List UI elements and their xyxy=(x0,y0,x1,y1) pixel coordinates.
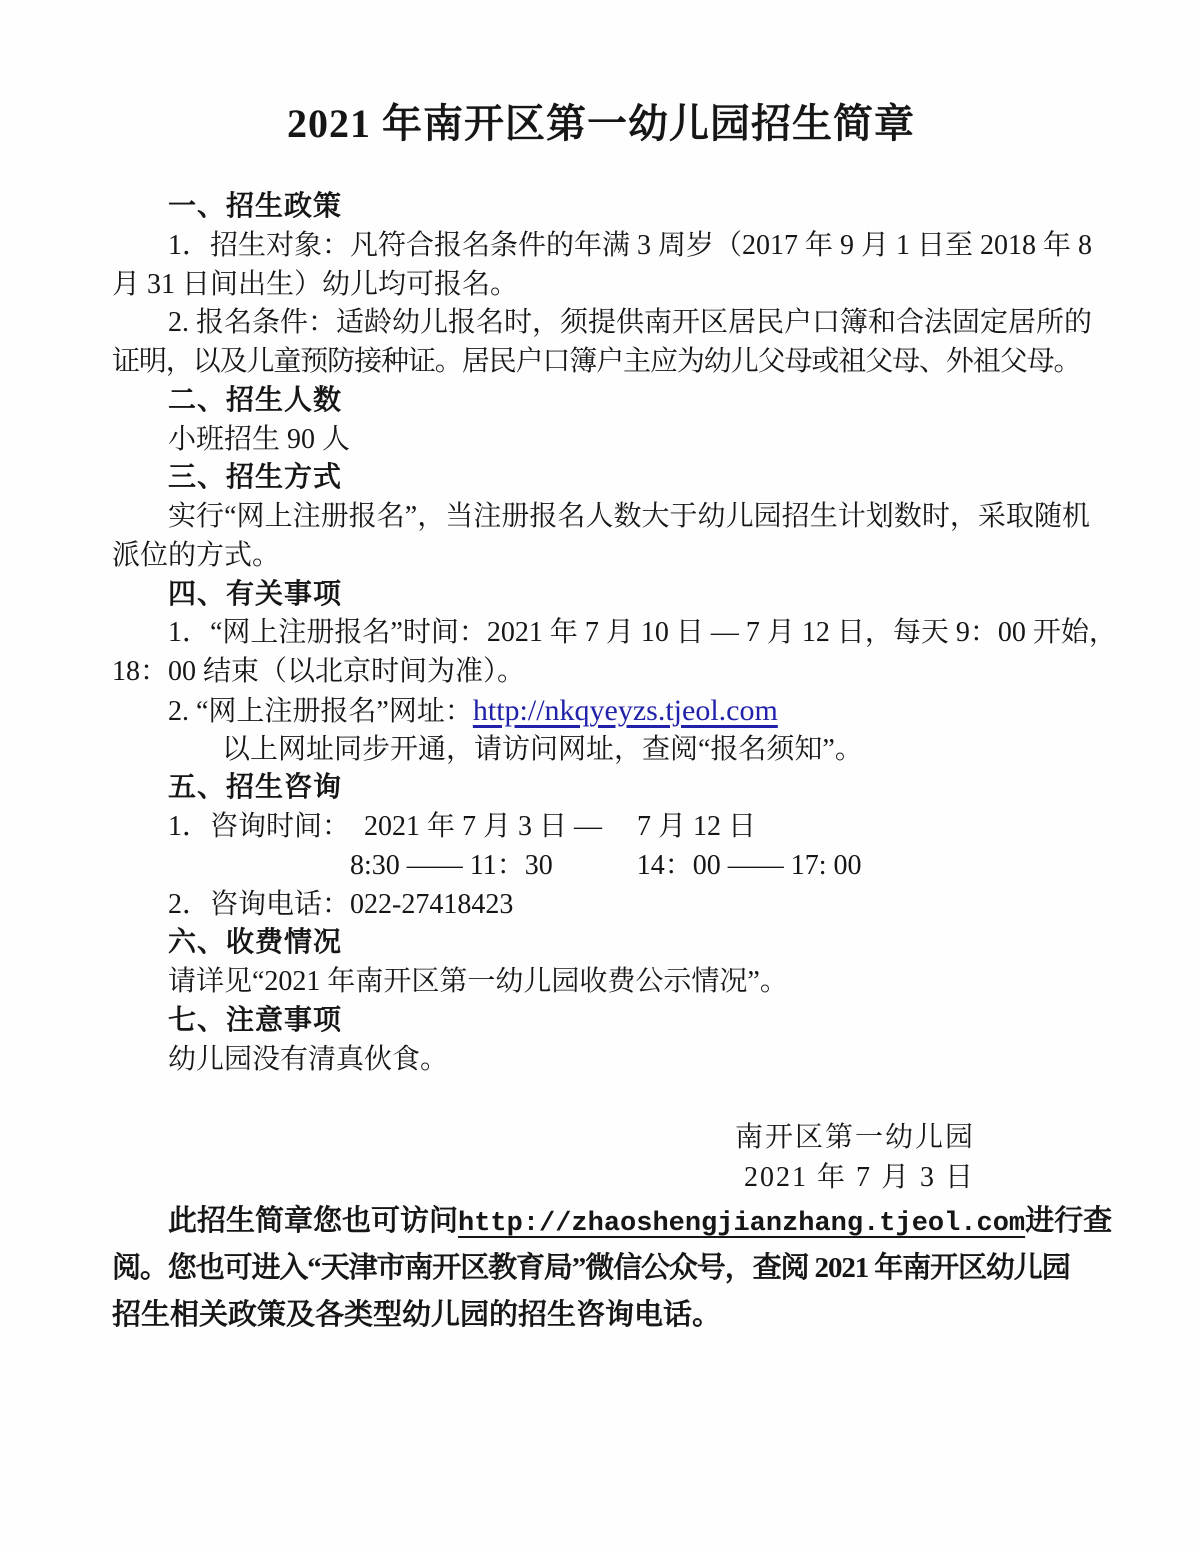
footer-text: 进行查 xyxy=(1025,1205,1113,1237)
text-line: 幼儿园没有清真伙食。 xyxy=(168,1043,449,1075)
signature-org: 南开区第一幼儿园 xyxy=(734,1122,975,1153)
consult-phone-line: 2．咨询电话：022-27418423 xyxy=(168,888,514,920)
consult-hours-line: 8:30 —— 11：30 14：00 —— 17: 00 xyxy=(350,849,862,881)
document-title: 2021 年南开区第一幼儿园招生简章 xyxy=(287,101,915,146)
section-7-heading: 七、注意事项 xyxy=(168,1004,343,1036)
section-3-heading: 三、招生方式 xyxy=(168,462,343,494)
consult-time-line: 1．咨询时间： 2021 年 7 月 3 日 — 7 月 12 日 xyxy=(168,811,757,842)
registration-url-link[interactable]: http://nkqyeyzs.tjeol.com xyxy=(472,693,778,727)
footer-text: 此招生简章您也可访问 xyxy=(168,1205,459,1237)
announcement-url-link[interactable]: http://zhaoshengjianzhang.tjeol.com xyxy=(458,1209,1026,1239)
section-2-heading: 二、招生人数 xyxy=(168,384,343,416)
section-4-heading: 四、有关事项 xyxy=(168,578,343,610)
registration-url-label: 2. “网上注册报名”网址： xyxy=(168,695,473,727)
section-5-heading: 五、招生咨询 xyxy=(168,772,343,804)
text-line: 派位的方式。 xyxy=(112,539,281,571)
text-line: 1．“网上注册报名”时间：2021 年 7 月 10 日 — 7 月 12 日，每天 9：00 开始， xyxy=(168,617,1117,649)
text-line: 1．招生对象：凡符合报名条件的年满 3 周岁（2017 年 9 月 1 日至 2018 年 8 xyxy=(168,229,1093,261)
footer-line: 招生相关政策及各类型幼儿园的招生咨询电话。 xyxy=(112,1299,722,1331)
text-line: 以上网址同步开通，请访问网址，查阅“报名须知”。 xyxy=(222,733,863,765)
text-line: 18：00 结束（以北京时间为准）。 xyxy=(112,656,526,687)
section-6-heading: 六、收费情况 xyxy=(168,927,343,959)
text-line: 请详见“2021 年南开区第一幼儿园收费公示情况”。 xyxy=(168,966,788,997)
text-line: 月 31 日间出生）幼儿均可报名。 xyxy=(112,268,519,300)
signature-block xyxy=(112,1118,1090,1198)
section-1-heading: 一、招生政策 xyxy=(168,191,343,222)
text-line: 实行“网上注册报名”，当注册报名人数大于幼儿园招生计划数时，采取随机 xyxy=(168,501,1090,532)
text-line: 证明，以及儿童预防接种证。居民户口簿户主应为幼儿父母或祖父母、外祖父母。 xyxy=(112,346,1081,377)
footer-line xyxy=(112,1198,1113,1245)
signature-date: 2021 年 7 月 3 日 xyxy=(743,1162,975,1193)
text-line: 2. 报名条件：适龄幼儿报名时，须提供南开区居民户口簿和合法固定居所的 xyxy=(168,307,1093,339)
text-line xyxy=(112,692,1090,731)
footer-note xyxy=(112,1198,1113,1339)
text-line: 小班招生 90 人 xyxy=(168,423,351,455)
blank-line xyxy=(112,1079,1090,1118)
footer-line: 阅。您也可进入“天津市南开区教育局”微信公众号，查阅 2021 年南开区幼儿园 xyxy=(112,1252,1070,1284)
